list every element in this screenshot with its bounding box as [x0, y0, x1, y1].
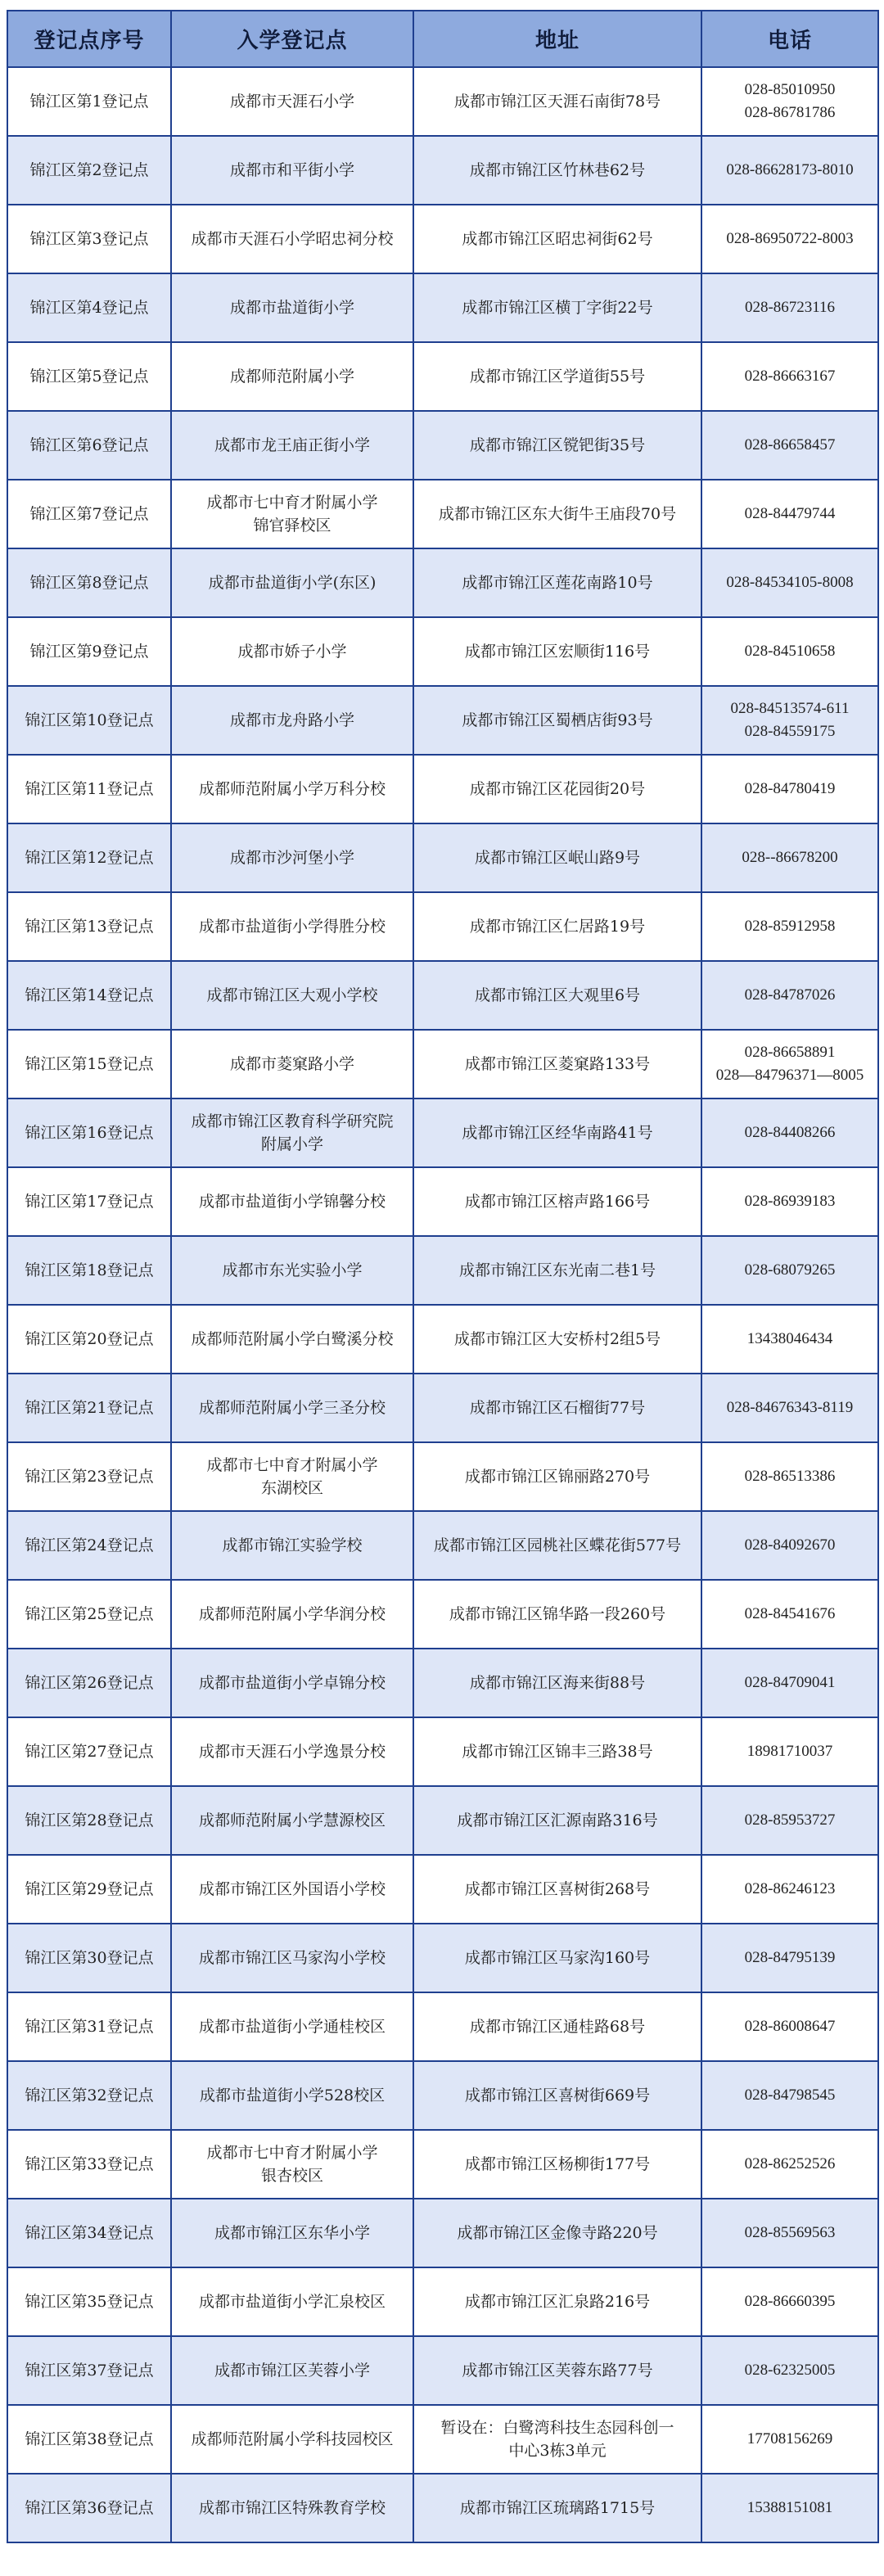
- table-row: [7, 2199, 878, 2267]
- table-row: [7, 1442, 878, 1511]
- row-school-cell: 成都市锦江区外国语小学校: [171, 1855, 413, 1924]
- table-row: [7, 1786, 878, 1855]
- row-phone-cell: 028-84510658: [701, 617, 878, 686]
- table-row: [7, 2267, 878, 2336]
- row-phone-cell: 028-84534105-8008: [701, 548, 878, 617]
- row-seq-cell: 锦江区第32登记点: [7, 2061, 171, 2130]
- row-phone-cell: 028-84787026: [701, 961, 878, 1030]
- row-address-cell: 成都市锦江区石榴街77号: [413, 1374, 701, 1442]
- registration-points-table: [7, 10, 879, 2543]
- table-row: [7, 67, 878, 136]
- row-seq-cell: 锦江区第6登记点: [7, 411, 171, 480]
- row-phone-cell: 13438046434: [701, 1305, 878, 1374]
- row-address-cell: 成都市锦江区园桃社区蝶花街577号: [413, 1511, 701, 1580]
- row-seq-cell: 锦江区第31登记点: [7, 1992, 171, 2061]
- table-row: [7, 1030, 878, 1099]
- row-school-cell: 成都市沙河堡小学: [171, 823, 413, 892]
- row-seq-cell: 锦江区第29登记点: [7, 1855, 171, 1924]
- row-seq-cell: 锦江区第33登记点: [7, 2130, 171, 2199]
- row-address-cell: 成都市锦江区杨柳街177号: [413, 2130, 701, 2199]
- row-seq-cell: 锦江区第18登记点: [7, 1236, 171, 1305]
- row-school-cell: 成都市天涯石小学: [171, 67, 413, 136]
- row-seq-cell: 锦江区第8登记点: [7, 548, 171, 617]
- row-school-cell: 成都市龙舟路小学: [171, 686, 413, 755]
- row-address-cell: 成都市锦江区马家沟160号: [413, 1924, 701, 1992]
- row-school-cell: 成都市天涯石小学逸景分校: [171, 1717, 413, 1786]
- row-phone-cell: 028-86246123: [701, 1855, 878, 1924]
- row-seq-cell: 锦江区第36登记点: [7, 2474, 171, 2542]
- row-address-cell: 成都市锦江区喜树街268号: [413, 1855, 701, 1924]
- row-seq-cell: 锦江区第14登记点: [7, 961, 171, 1030]
- row-school-cell: 成都市盐道街小学卓锦分校: [171, 1649, 413, 1717]
- row-address-cell: 成都市锦江区花园街20号: [413, 755, 701, 823]
- row-address-cell: 成都市锦江区海来街88号: [413, 1649, 701, 1717]
- row-seq-cell: 锦江区第15登记点: [7, 1030, 171, 1099]
- table-row: [7, 1717, 878, 1786]
- table-row: [7, 1305, 878, 1374]
- row-seq-cell: 锦江区第1登记点: [7, 67, 171, 136]
- row-phone-cell: 028-84780419: [701, 755, 878, 823]
- row-phone-cell: 028-86008647: [701, 1992, 878, 2061]
- row-school-cell: 成都市菱窠路小学: [171, 1030, 413, 1099]
- row-phone-cell: 028--86678200: [701, 823, 878, 892]
- row-address-cell: 成都市锦江区东大街牛王庙段70号: [413, 480, 701, 548]
- row-address-cell: 成都市锦江区琉璃路1715号: [413, 2474, 701, 2542]
- table-row: [7, 1649, 878, 1717]
- row-school-cell: 成都师范附属小学科技园校区: [171, 2405, 413, 2474]
- table-row: [7, 1167, 878, 1236]
- row-school-cell: 成都市锦江区东华小学: [171, 2199, 413, 2267]
- row-phone-cell: 028-85010950 028-86781786: [701, 67, 878, 136]
- row-phone-cell: 028-86658457: [701, 411, 878, 480]
- row-school-cell: 成都市七中育才附属小学 银杏校区: [171, 2130, 413, 2199]
- row-phone-cell: 028-84092670: [701, 1511, 878, 1580]
- row-seq-cell: 锦江区第17登记点: [7, 1167, 171, 1236]
- row-address-cell: 成都市锦江区蜀栖店街93号: [413, 686, 701, 755]
- row-phone-cell: 028-84676343-8119: [701, 1374, 878, 1442]
- header-seq: 登记点序号: [7, 11, 171, 67]
- row-phone-cell: 028-84513574-611 028-84559175: [701, 686, 878, 755]
- header-address: 地址: [413, 11, 701, 67]
- row-seq-cell: 锦江区第5登记点: [7, 342, 171, 411]
- table-row: [7, 755, 878, 823]
- row-address-cell: 成都市锦江区东光南二巷1号: [413, 1236, 701, 1305]
- table-row: [7, 136, 878, 205]
- table-row: [7, 273, 878, 342]
- table-body: [7, 67, 878, 2542]
- table-row: [7, 2405, 878, 2474]
- row-school-cell: 成都市盐道街小学通桂校区: [171, 1992, 413, 2061]
- row-phone-cell: 028-86723116: [701, 273, 878, 342]
- row-school-cell: 成都师范附属小学三圣分校: [171, 1374, 413, 1442]
- row-school-cell: 成都市锦江区教育科学研究院 附属小学: [171, 1099, 413, 1167]
- row-school-cell: 成都市和平街小学: [171, 136, 413, 205]
- row-seq-cell: 锦江区第37登记点: [7, 2336, 171, 2405]
- row-school-cell: 成都市龙王庙正街小学: [171, 411, 413, 480]
- header-phone: 电话: [701, 11, 878, 67]
- row-seq-cell: 锦江区第13登记点: [7, 892, 171, 961]
- table-row: [7, 823, 878, 892]
- row-seq-cell: 锦江区第21登记点: [7, 1374, 171, 1442]
- row-phone-cell: 028-84795139: [701, 1924, 878, 1992]
- row-address-cell: 成都市锦江区芙蓉东路77号: [413, 2336, 701, 2405]
- row-address-cell: 成都市锦江区通桂路68号: [413, 1992, 701, 2061]
- table-row: [7, 892, 878, 961]
- row-address-cell: 成都市锦江区宏顺街116号: [413, 617, 701, 686]
- row-address-cell: 成都市锦江区锦华路一段260号: [413, 1580, 701, 1649]
- row-address-cell: 成都市锦江区天涯石南街78号: [413, 67, 701, 136]
- row-phone-cell: 028-86663167: [701, 342, 878, 411]
- table-row: [7, 2474, 878, 2542]
- row-seq-cell: 锦江区第24登记点: [7, 1511, 171, 1580]
- row-seq-cell: 锦江区第34登记点: [7, 2199, 171, 2267]
- row-address-cell: 暂设在：白鹭湾科技生态园科创一 中心3栋3单元: [413, 2405, 701, 2474]
- table-row: [7, 1855, 878, 1924]
- row-address-cell: 成都市锦江区汇泉路216号: [413, 2267, 701, 2336]
- table-row: [7, 548, 878, 617]
- row-address-cell: 成都市锦江区岷山路9号: [413, 823, 701, 892]
- row-school-cell: 成都市盐道街小学锦馨分校: [171, 1167, 413, 1236]
- table-row: [7, 617, 878, 686]
- row-seq-cell: 锦江区第9登记点: [7, 617, 171, 686]
- row-address-cell: 成都市锦江区莲花南路10号: [413, 548, 701, 617]
- row-school-cell: 成都市盐道街小学: [171, 273, 413, 342]
- row-school-cell: 成都师范附属小学万科分校: [171, 755, 413, 823]
- row-address-cell: 成都市锦江区金像寺路220号: [413, 2199, 701, 2267]
- table-row: [7, 480, 878, 548]
- row-school-cell: 成都市娇子小学: [171, 617, 413, 686]
- row-phone-cell: 028-68079265: [701, 1236, 878, 1305]
- table-row: [7, 342, 878, 411]
- header-school: 入学登记点: [171, 11, 413, 67]
- row-seq-cell: 锦江区第7登记点: [7, 480, 171, 548]
- registration-table-container: [7, 10, 877, 2543]
- row-seq-cell: 锦江区第26登记点: [7, 1649, 171, 1717]
- row-school-cell: 成都市七中育才附属小学 东湖校区: [171, 1442, 413, 1511]
- row-school-cell: 成都市盐道街小学528校区: [171, 2061, 413, 2130]
- row-school-cell: 成都市锦江区特殊教育学校: [171, 2474, 413, 2542]
- row-address-cell: 成都市锦江区大观里6号: [413, 961, 701, 1030]
- row-address-cell: 成都市锦江区仁居路19号: [413, 892, 701, 961]
- row-phone-cell: 028-85912958: [701, 892, 878, 961]
- table-row: [7, 2061, 878, 2130]
- row-phone-cell: 028-62325005: [701, 2336, 878, 2405]
- row-address-cell: 成都市锦江区竹林巷62号: [413, 136, 701, 205]
- row-school-cell: 成都师范附属小学白鹭溪分校: [171, 1305, 413, 1374]
- row-phone-cell: 18981710037: [701, 1717, 878, 1786]
- row-address-cell: 成都市锦江区喜树街669号: [413, 2061, 701, 2130]
- row-school-cell: 成都市东光实验小学: [171, 1236, 413, 1305]
- row-phone-cell: 028-86658891 028—84796371—8005: [701, 1030, 878, 1099]
- row-seq-cell: 锦江区第35登记点: [7, 2267, 171, 2336]
- table-row: [7, 961, 878, 1030]
- row-seq-cell: 锦江区第23登记点: [7, 1442, 171, 1511]
- row-school-cell: 成都市锦江区大观小学校: [171, 961, 413, 1030]
- row-school-cell: 成都师范附属小学华润分校: [171, 1580, 413, 1649]
- row-seq-cell: 锦江区第12登记点: [7, 823, 171, 892]
- row-seq-cell: 锦江区第11登记点: [7, 755, 171, 823]
- table-row: [7, 411, 878, 480]
- row-phone-cell: 028-84479744: [701, 480, 878, 548]
- table-row: [7, 205, 878, 273]
- row-phone-cell: 028-84709041: [701, 1649, 878, 1717]
- row-address-cell: 成都市锦江区锦丽路270号: [413, 1442, 701, 1511]
- row-school-cell: 成都师范附属小学慧源校区: [171, 1786, 413, 1855]
- row-address-cell: 成都市锦江区横丁字街22号: [413, 273, 701, 342]
- row-phone-cell: 028-86939183: [701, 1167, 878, 1236]
- row-phone-cell: 028-84408266: [701, 1099, 878, 1167]
- row-phone-cell: 15388151081: [701, 2474, 878, 2542]
- table-row: [7, 1099, 878, 1167]
- row-seq-cell: 锦江区第4登记点: [7, 273, 171, 342]
- table-row: [7, 1511, 878, 1580]
- row-seq-cell: 锦江区第25登记点: [7, 1580, 171, 1649]
- row-school-cell: 成都市天涯石小学昭忠祠分校: [171, 205, 413, 273]
- row-school-cell: 成都市锦江实验学校: [171, 1511, 413, 1580]
- table-row: [7, 1374, 878, 1442]
- row-address-cell: 成都市锦江区大安桥村2组5号: [413, 1305, 701, 1374]
- row-phone-cell: 028-84798545: [701, 2061, 878, 2130]
- row-school-cell: 成都市锦江区芙蓉小学: [171, 2336, 413, 2405]
- table-row: [7, 1236, 878, 1305]
- row-school-cell: 成都市七中育才附属小学 锦官驿校区: [171, 480, 413, 548]
- table-row: [7, 1924, 878, 1992]
- row-school-cell: 成都市盐道街小学得胜分校: [171, 892, 413, 961]
- table-header-row: [7, 11, 878, 67]
- row-address-cell: 成都市锦江区汇源南路316号: [413, 1786, 701, 1855]
- row-address-cell: 成都市锦江区昭忠祠街62号: [413, 205, 701, 273]
- row-phone-cell: 028-85953727: [701, 1786, 878, 1855]
- row-phone-cell: 028-86628173-8010: [701, 136, 878, 205]
- row-school-cell: 成都市锦江区马家沟小学校: [171, 1924, 413, 1992]
- row-seq-cell: 锦江区第10登记点: [7, 686, 171, 755]
- row-address-cell: 成都市锦江区菱窠路133号: [413, 1030, 701, 1099]
- row-school-cell: 成都市盐道街小学(东区): [171, 548, 413, 617]
- row-address-cell: 成都市锦江区经华南路41号: [413, 1099, 701, 1167]
- row-phone-cell: 028-84541676: [701, 1580, 878, 1649]
- row-seq-cell: 锦江区第20登记点: [7, 1305, 171, 1374]
- row-seq-cell: 锦江区第30登记点: [7, 1924, 171, 1992]
- table-row: [7, 2336, 878, 2405]
- table-row: [7, 1580, 878, 1649]
- row-phone-cell: 028-86660395: [701, 2267, 878, 2336]
- row-school-cell: 成都市盐道街小学汇泉校区: [171, 2267, 413, 2336]
- table-row: [7, 2130, 878, 2199]
- row-phone-cell: 028-86513386: [701, 1442, 878, 1511]
- row-seq-cell: 锦江区第38登记点: [7, 2405, 171, 2474]
- row-phone-cell: 028-85569563: [701, 2199, 878, 2267]
- table-row: [7, 686, 878, 755]
- row-seq-cell: 锦江区第27登记点: [7, 1717, 171, 1786]
- table-row: [7, 1992, 878, 2061]
- row-seq-cell: 锦江区第2登记点: [7, 136, 171, 205]
- row-phone-cell: 17708156269: [701, 2405, 878, 2474]
- row-phone-cell: 028-86950722-8003: [701, 205, 878, 273]
- row-school-cell: 成都师范附属小学: [171, 342, 413, 411]
- row-address-cell: 成都市锦江区锦丰三路38号: [413, 1717, 701, 1786]
- row-address-cell: 成都市锦江区榕声路166号: [413, 1167, 701, 1236]
- row-address-cell: 成都市锦江区学道街55号: [413, 342, 701, 411]
- row-seq-cell: 锦江区第3登记点: [7, 205, 171, 273]
- row-seq-cell: 锦江区第16登记点: [7, 1099, 171, 1167]
- row-address-cell: 成都市锦江区镋钯街35号: [413, 411, 701, 480]
- row-phone-cell: 028-86252526: [701, 2130, 878, 2199]
- row-seq-cell: 锦江区第28登记点: [7, 1786, 171, 1855]
